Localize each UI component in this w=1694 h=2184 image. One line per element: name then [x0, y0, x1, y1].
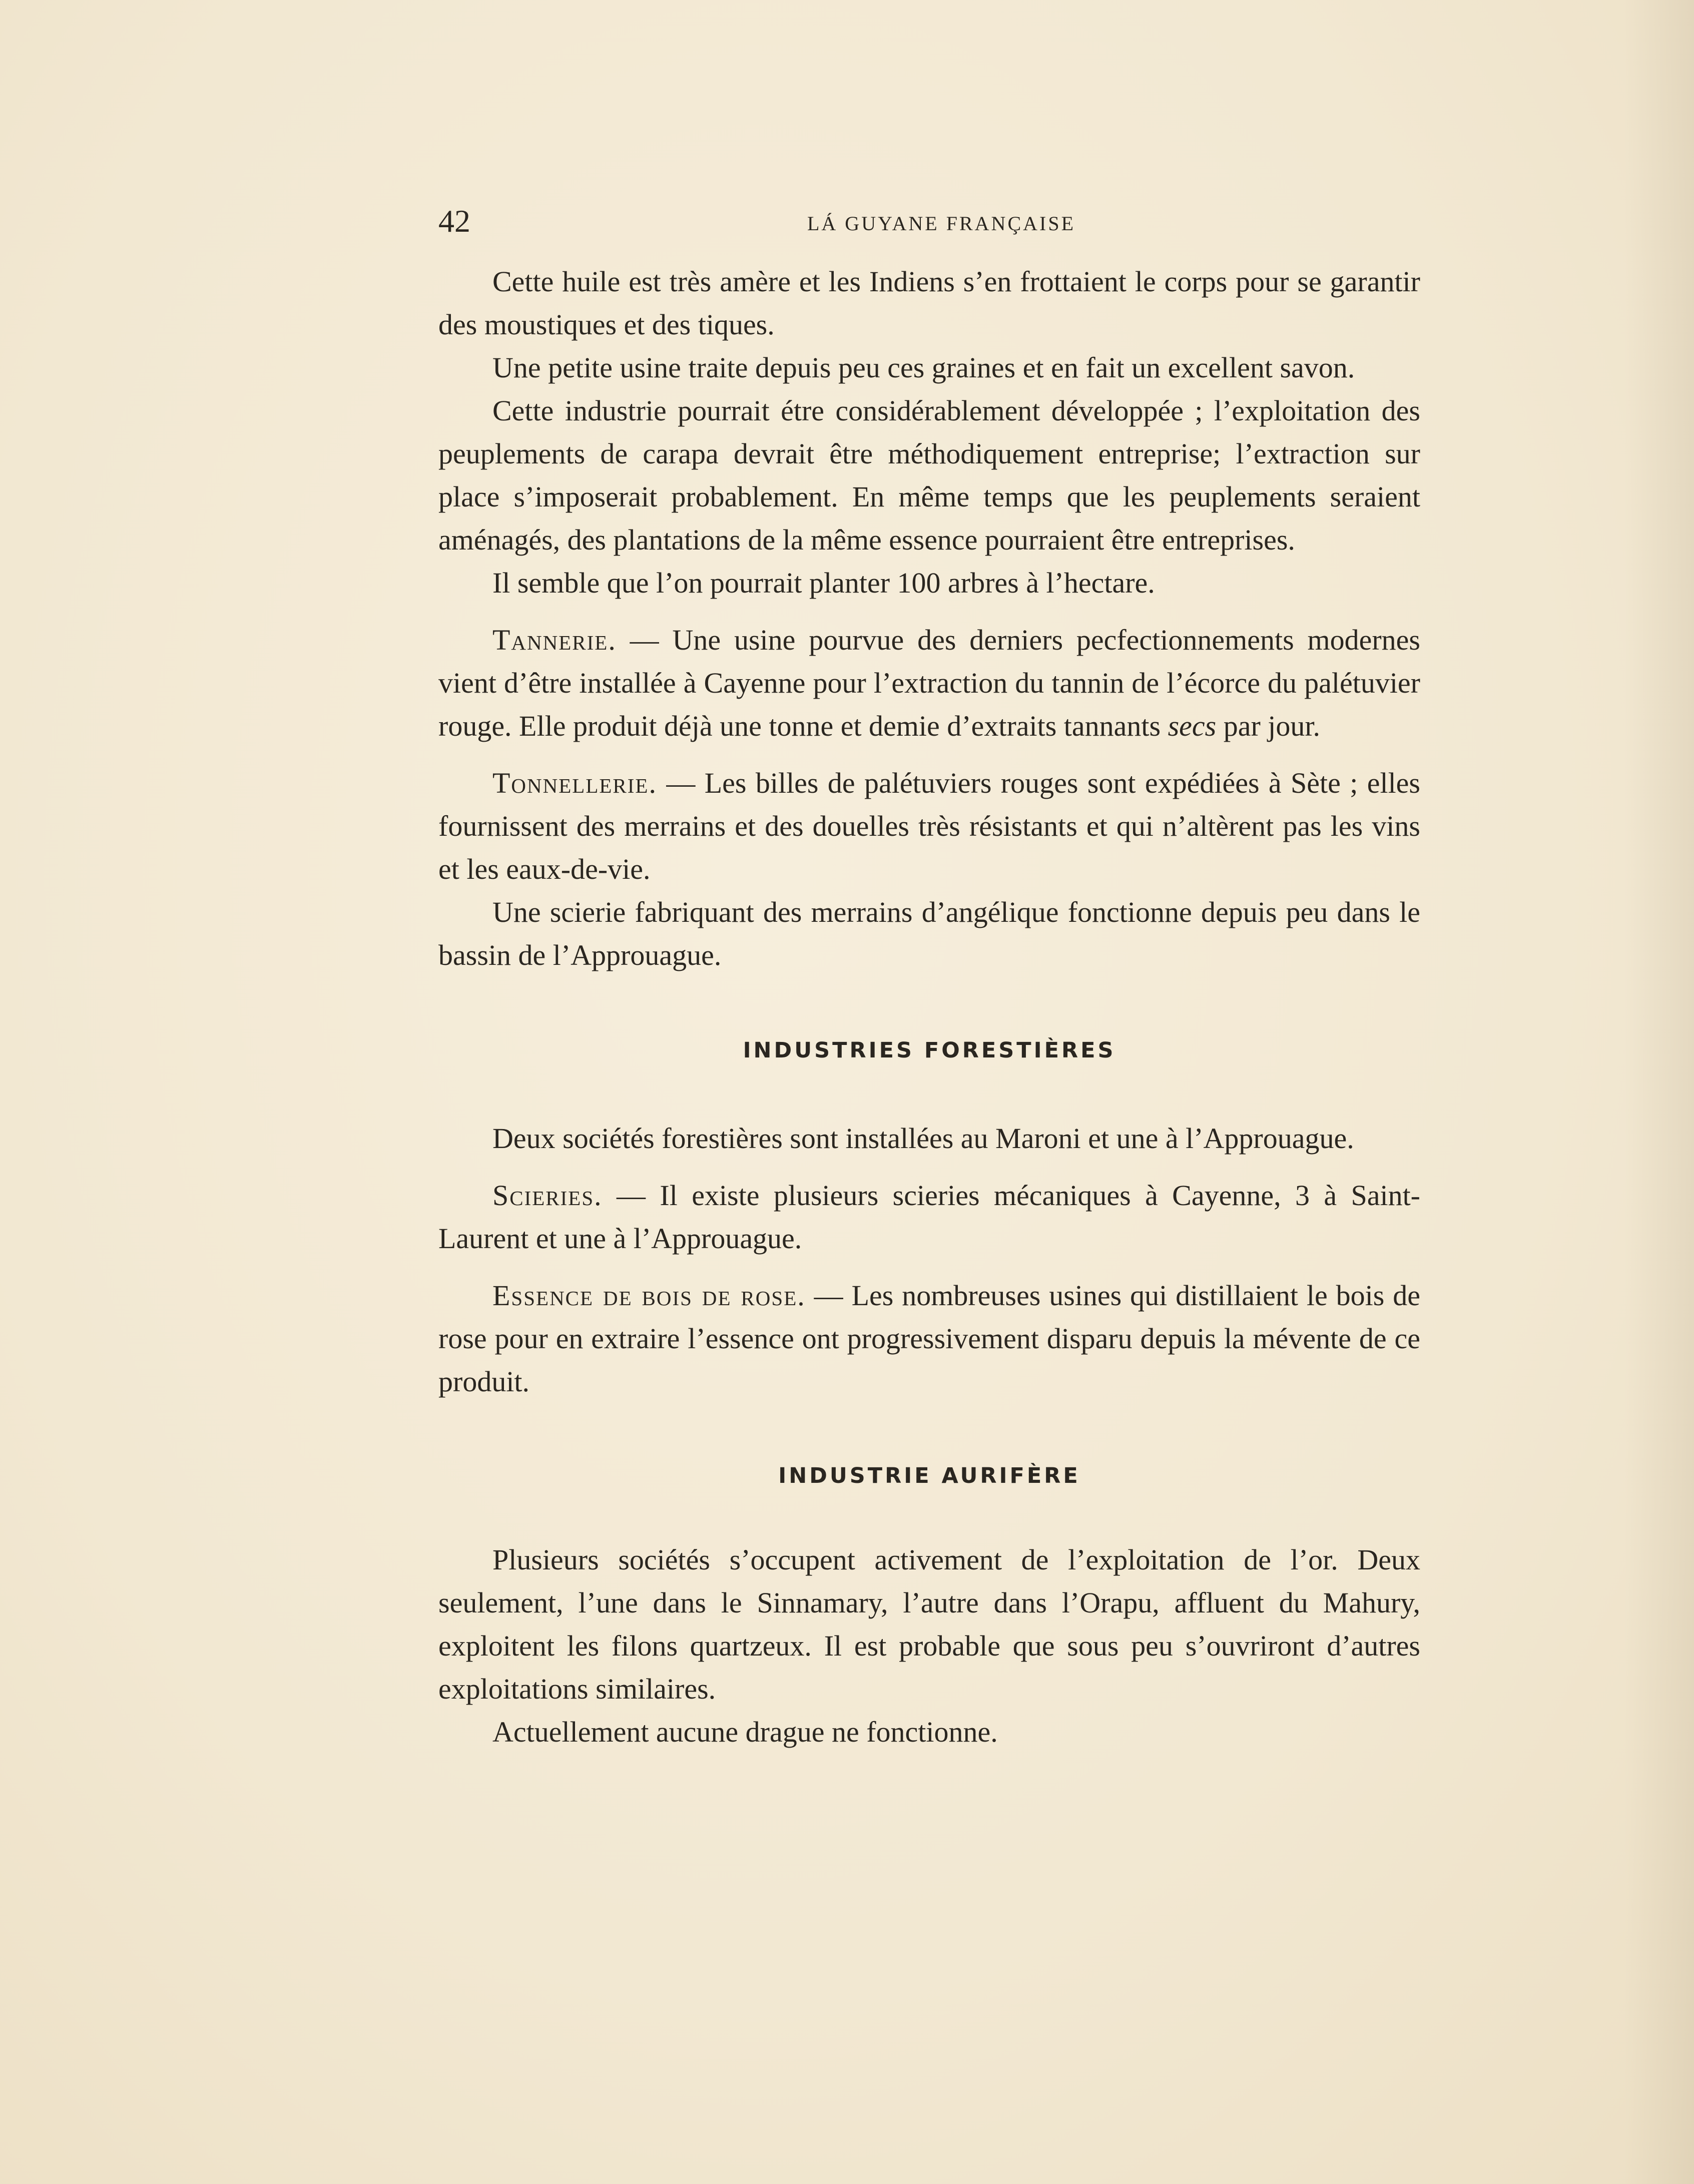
tannerie-emphasis: secs [1168, 710, 1217, 742]
tonnellerie-text: — Les billes de palétuviers rouges sont expédiées à Sète ; elles fournissent des merrains et des douelles très résistants et qui n’altèrent pas les vins et les eaux-de-vie. [438, 767, 1420, 885]
scieries-text: — Il existe plusieurs scieries mécaniques à Cayenne, 3 à Saint-Laurent et une à l’Approuague. [438, 1179, 1420, 1255]
paragraph-huile: Cette huile est très amère et les Indiens s’en frottaient le corps pour se garantir des moustiques et des tiques. [438, 265, 1420, 341]
paragraph-industrie-carapa: Cette industrie pourrait étre considérablement développée ; l’exploitation des peuplements de carapa devrait être méthodiquement entreprise; l’extraction sur place s’imposerait probablement. En même temps que les peuplements seraient aménagés, des plantations de la même essence pourraient être entreprises. [438, 394, 1420, 556]
paragraph-essence-bois-rose [438, 1274, 1420, 1403]
paragraph-scierie-angelique: Une scierie fabriquant des merrains d’angélique fonctionne depuis peu dans le bassin de l’Approuague. [438, 896, 1420, 971]
scieries-lead: Scieries. [492, 1179, 603, 1212]
paragraph-drague: Actuellement aucune drague ne fonctionne. [492, 1716, 998, 1748]
tannerie-lead: Tannerie. [492, 624, 617, 656]
essence-text: — Les nombreuses usines qui distillaient le bois de rose pour en extraire l’essence ont progressivement disparu depuis la mévente de ce produit. [438, 1279, 1420, 1398]
paragraph-usine-savon: Une petite usine traite depuis peu ces graines et en fait un excellent savon. [492, 351, 1355, 384]
paragraph-societes-or: Plusieurs sociétés s’occupent activement de l’exploitation de l’or. Deux seulement, l’une dans le Sinnamary, l’autre dans l’Orapu, affluent du Mahury, exploitent les filons quartzeux. Il est probable que sous peu s’ouvriront d’autres exploitations similaires. [438, 1543, 1420, 1705]
section-heading-forestieres: INDUSTRIES FORESTIÈRES [743, 1038, 1116, 1063]
page-header [438, 203, 1299, 248]
tannerie-text-end: par jour. [1216, 710, 1321, 742]
paragraph-tannerie [438, 619, 1420, 748]
page-edge-shadow [1624, 0, 1694, 2184]
body-text [438, 260, 1420, 1754]
paragraph-scieries [438, 1174, 1420, 1260]
paragraph-plantation: Il semble que l’on pourrait planter 100 arbres à l’hectare. [492, 567, 1155, 599]
tannerie-text: — Une usine pourvue des derniers pecfectionnements modernes vient d’être installée à Cayenne pour l’extraction du tannin de l’écorce du palétuvier rouge. Elle produit déjà une tonne et demie d’extraits tannants [438, 624, 1420, 742]
paragraph-societes-forestieres: Deux sociétés forestières sont installées au Maroni et une à l’Approuague. [492, 1122, 1354, 1155]
paragraph-tonnellerie [438, 762, 1420, 891]
running-title: LÁ GUYANE FRANÇAISE [807, 212, 1076, 235]
tonnellerie-lead: Tonnellerie. [492, 767, 657, 799]
section-heading-aurifere: INDUSTRIE AURIFÈRE [778, 1463, 1080, 1488]
essence-lead: Essence de bois de rose. [492, 1279, 806, 1312]
page-number: 42 [438, 203, 470, 239]
